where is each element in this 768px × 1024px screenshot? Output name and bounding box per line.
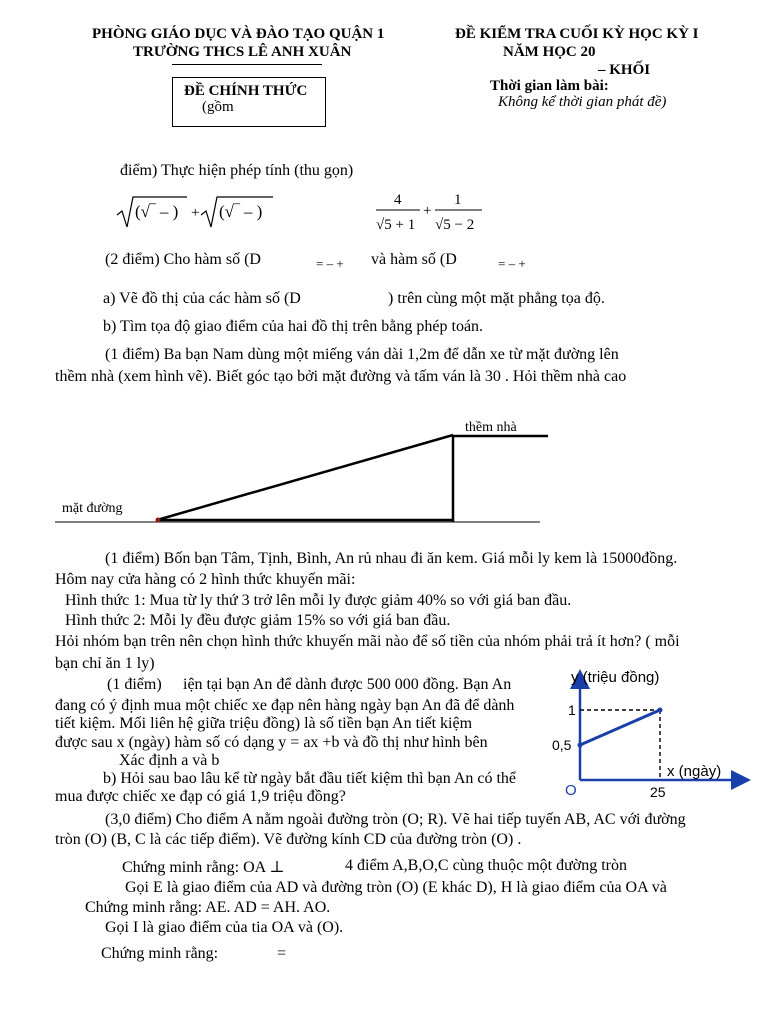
- chart-ytick-1: 1: [568, 702, 576, 718]
- q5-line3: tiết kiệm. Mối liên hệ giữa triệu đồng) là số tiền bạn An tiết kiệm: [55, 715, 473, 732]
- q4-line5: Hỏi nhóm bạn trên nên chọn hình thức khuyến mãi nào để số tiền của nhóm phải trả ít hơn? ( mỗi: [55, 633, 680, 650]
- q5-line1-b: iện tại bạn An để dành được 500 000 đồng. Bạn An: [183, 676, 512, 693]
- q6-line7-a: Chứng minh rằng:: [101, 945, 219, 962]
- q1-expr-a-term2: (√‾ – ): [219, 202, 263, 221]
- header-right-line1: ĐỀ KIỂM TRA CUỐI KỲ HỌC KỲ I: [455, 26, 699, 42]
- time-note: Không kể thời gian phát đề): [498, 94, 667, 110]
- q5-line1-a: (1 điểm): [107, 676, 162, 693]
- q6-line5: Chứng minh rằng: AE. AD = AH. AO.: [85, 899, 331, 916]
- q2-intro-a: (2 điểm) Cho hàm số (D: [105, 251, 261, 268]
- header-right-line2: NĂM HỌC 20: [503, 44, 596, 60]
- time-label: Thời gian làm bài:: [490, 78, 609, 94]
- q2-eq1: = – +: [316, 256, 344, 271]
- q6-line3-a: Chứng minh rằng: OA ⊥: [122, 859, 285, 876]
- official-title: ĐỀ CHÍNH THỨC: [184, 83, 308, 99]
- q1-expression-b: [372, 188, 492, 240]
- q1-expr-b-num2: 1: [454, 192, 462, 208]
- savings-chart: [546, 665, 768, 805]
- q1-expr-b-plus: +: [423, 203, 432, 219]
- q5-line6: b) Hỏi sau bao lâu kể từ ngày bắt đầu tiết kiệm thì bạn An có thể: [103, 770, 517, 787]
- data-point-1: [658, 708, 663, 713]
- q5-line7: mua được chiếc xe đạp có giá 1,9 triệu đồng?: [55, 788, 346, 805]
- header-right-line3: – KHỐI: [598, 62, 651, 78]
- q2-part-a-right: ) trên cùng một mặt phẳng tọa độ.: [388, 290, 605, 307]
- q5-line4: được sau x (ngày) hàm số có dạng y = ax +b và đồ thị như hình bên: [55, 734, 488, 751]
- q6-line7-b: =: [277, 945, 287, 962]
- q3-line1: (1 điểm) Ba bạn Nam dùng một miếng ván dài 1,2m để dẫn xe từ mặt đường lên: [105, 346, 619, 363]
- chart-origin-label: O: [565, 782, 577, 799]
- data-point-0: [578, 743, 583, 748]
- q4-line6: bạn chỉ ăn 1 ly): [55, 655, 155, 672]
- q6-line3-b: 4 điểm A,B,O,C cùng thuộc một đường tròn: [345, 857, 628, 874]
- official-subtitle: (gồm: [202, 99, 234, 115]
- q2-intro-b: và hàm số (D: [371, 251, 457, 268]
- q1-expr-b-den2: √5 − 2: [435, 217, 475, 233]
- ramp-figure: [0, 405, 768, 535]
- header-left-line1: PHÒNG GIÁO DỤC VÀ ĐÀO TẠO QUẬN 1: [92, 26, 385, 42]
- chart-ylabel: y (triệu đồng): [571, 669, 660, 686]
- chart-marks: [578, 708, 663, 748]
- chart-guides: [580, 710, 660, 780]
- q6-line6: Gọi I là giao điểm của tia OA và (O).: [105, 919, 344, 936]
- label-road: mặt đường: [62, 501, 123, 516]
- q1-expression-a: [115, 193, 285, 233]
- q4-line3: Hình thức 1: Mua từ ly thứ 3 trở lên mỗi ly được giảm 40% so với giá ban đầu.: [65, 592, 572, 609]
- q2-part-b: b) Tìm tọa độ giao điểm của hai đồ thị trên bằng phép toán.: [103, 318, 484, 335]
- q4-line2: Hôm nay cửa hàng có 2 hình thức khuyến mãi:: [55, 571, 356, 588]
- q6-line1: (3,0 điểm) Cho điểm A nằm ngoài đường tròn (O; R). Vẽ hai tiếp tuyến AB, AC với đường: [105, 811, 686, 828]
- q2-eq2: = – +: [498, 256, 526, 271]
- q3-line2: thềm nhà (xem hình vẽ). Biết góc tạo bởi mặt đường và tấm ván là 30 . Hỏi thềm nhà cao: [55, 368, 627, 385]
- q6-line4: Gọi E là giao điểm của AD và đường tròn (O) (E khác D), H là giao điểm của OA và: [125, 879, 667, 896]
- q5-line5: Xác định a và b: [119, 752, 220, 769]
- q4-line4: Hình thức 2: Mỗi ly đều được giảm 15% so với giá ban đầu.: [65, 612, 451, 629]
- header-underline: [172, 64, 322, 65]
- chart-xlabel: x (ngày): [667, 763, 722, 780]
- label-porch: thềm nhà: [465, 420, 517, 435]
- ramp-plank: [157, 435, 453, 520]
- q6-line2: tròn (O) (B, C là các tiếp điểm). Vẽ đường kính CD của đường tròn (O) .: [55, 831, 522, 848]
- q4-line1: (1 điểm) Bốn bạn Tâm, Tịnh, Bình, An rủ nhau đi ăn kem. Giá mỗi ly kem là 15000đồng.: [105, 550, 678, 567]
- q1-intro: điểm) Thực hiện phép tính (thu gọn): [120, 162, 354, 179]
- q2-part-a-left: a) Vẽ đồ thị của các hàm số (D: [103, 290, 301, 307]
- q5-line2: đang có ý định mua một chiếc xe đạp nên hàng ngày bạn An đã để dành: [55, 697, 515, 714]
- q1-expr-a-term1: (√‾ – ): [135, 202, 179, 221]
- q1-expr-b-num1: 4: [394, 192, 402, 208]
- chart-ytick-0-5: 0,5: [552, 737, 572, 753]
- q1-expr-a-plus: +: [191, 205, 200, 221]
- header-left-line2: TRƯỜNG THCS LÊ ANH XUÂN: [133, 44, 352, 60]
- series-line: [580, 710, 660, 745]
- chart-xtick-25: 25: [650, 784, 666, 800]
- ramp-point: [156, 518, 161, 523]
- q1-expr-b-den1: √5 + 1: [376, 217, 416, 233]
